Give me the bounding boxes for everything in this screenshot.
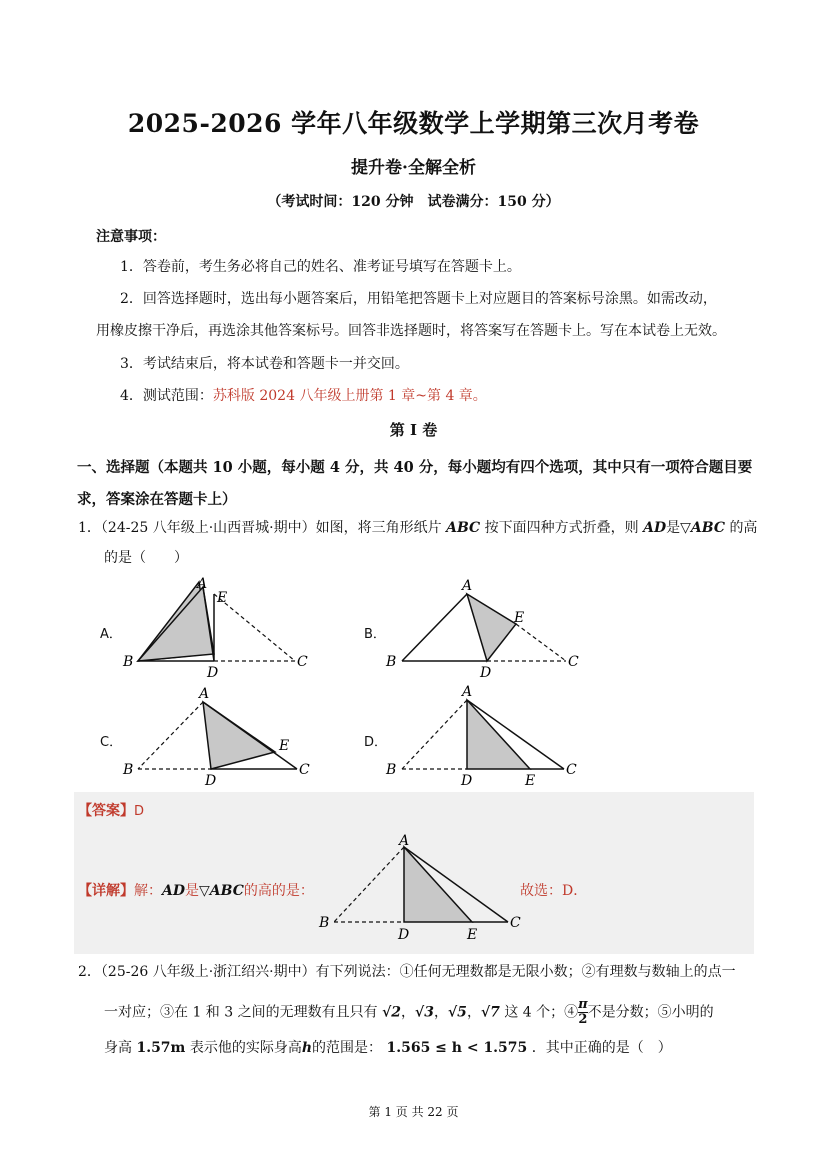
fold-c-shaded xyxy=(203,702,275,769)
fig-c-label-e: E xyxy=(279,738,290,754)
fig-a-label-a: A xyxy=(197,576,208,592)
test-range: 苏科版 2024 八年级上册第 1 章~第 4 章。 xyxy=(212,388,487,404)
fig-a-label-c: C xyxy=(297,654,308,670)
option-b-label: B． xyxy=(364,627,386,642)
sqrt-7: √7 xyxy=(480,1004,500,1021)
detail-line xyxy=(78,880,314,900)
answer-line xyxy=(78,800,144,820)
q2-text-b: 这 4 个；④ xyxy=(504,1004,579,1021)
answer-choice: 故选：D． xyxy=(520,883,588,899)
fig-c-label-a: A xyxy=(199,686,210,702)
figure-option-a xyxy=(115,574,325,684)
q2-line3 xyxy=(104,1038,672,1058)
part1-heading: 一、选择题（本题共 10 小题，每小题 4 分，共 40 分，每小题均有四个选项，其中只有一项符合题目要求，答案涂在答题卡上） xyxy=(77,459,753,508)
detail-text-a: 解： xyxy=(134,883,162,899)
ans-label-a: A xyxy=(399,833,410,849)
option-c-label: C． xyxy=(100,735,123,750)
sqrt-2: √2 xyxy=(382,1004,402,1021)
fig-d-label-a: A xyxy=(462,684,473,700)
q1-text-b: 按下面四种方式折叠，则 xyxy=(484,520,639,536)
q1-line1 xyxy=(78,518,757,538)
fig-a-label-e: E xyxy=(217,590,228,606)
q2-text-c: 不是分数；⑤小明的 xyxy=(587,1004,714,1021)
height-value: 1.57m xyxy=(136,1040,186,1056)
sqrt-5: √5 xyxy=(447,1004,467,1021)
fig-c-label-c: C xyxy=(299,762,310,778)
notice-item-3: 3．考试结束后，将本试卷和答题卡一并交回。 xyxy=(120,356,409,372)
detail-triangle: ▽ABC xyxy=(199,883,244,899)
sqrt-3: √3 xyxy=(415,1004,434,1021)
q1-abc: ABC xyxy=(446,520,481,536)
q2-text-3a: 身高 xyxy=(104,1040,132,1056)
fold-a-triangle xyxy=(138,587,214,661)
fold-d-shaded xyxy=(467,700,530,769)
page-title: 2025-2026 学年八年级数学上学期第三次月考卷 xyxy=(127,109,700,138)
fig-d-label-e: E xyxy=(525,773,536,789)
q1-line2: 的是（ ） xyxy=(104,550,188,566)
figure-option-b xyxy=(380,574,590,684)
notice-heading: 注意事项： xyxy=(96,229,166,245)
fig-a-label-d: D xyxy=(207,665,219,681)
ans-label-c: C xyxy=(510,915,521,931)
option-a-label: A． xyxy=(100,627,122,642)
frac-numerator: π xyxy=(578,997,588,1012)
fig-b-label-d: D xyxy=(480,665,492,681)
height-range: 1.565 ≤ h < 1.575 xyxy=(386,1040,528,1056)
fig-b-label-a: A xyxy=(462,578,473,594)
fig-c-label-b: B xyxy=(123,762,134,778)
page-subtitle: 提升卷·全解全析 xyxy=(351,158,476,178)
page-footer: 第 1 页 共 22 页 xyxy=(368,1105,459,1119)
q2-text-3d: ．其中正确的是（ ） xyxy=(531,1040,672,1056)
q1-ad: AD xyxy=(643,520,667,536)
notice-item-2a: 2．回答选择题时，选出每小题答案后，用铅笔把答题卡上对应题目的答案标号涂黑。如需改动， xyxy=(120,291,717,307)
detail-label: 【详解】 xyxy=(78,883,134,899)
ans-label-b: B xyxy=(319,915,330,931)
figure-option-c xyxy=(115,682,325,792)
fold-b-shaded xyxy=(467,594,516,661)
q1-text-c: 是 xyxy=(666,520,681,536)
q2-text-3c: 的范围是： xyxy=(312,1040,383,1056)
q2-line2: 一对应；③在 1 和 3 之间的无理数有且只有 √2，√3，√5，√7 这 4 个；④ $\frac{\pi}{2}$ 不是分数；⑤小明的 xyxy=(104,997,714,1027)
ans-label-e: E xyxy=(467,927,478,943)
fig-b-label-b: B xyxy=(386,654,397,670)
notice-item-4 xyxy=(120,386,487,406)
fraction-pi-over-2 xyxy=(578,998,588,1027)
answer-figure xyxy=(315,832,525,944)
notice-item-4-prefix: 4．测试范围： xyxy=(120,388,213,404)
notice-item-1: 1．答卷前，考生务必将自己的姓名、准考证号填写在答题卡上。 xyxy=(120,259,521,275)
fig-a-label-b: B xyxy=(123,654,134,670)
fig-d-label-d: D xyxy=(461,773,473,789)
option-d-label: D． xyxy=(364,735,388,750)
fig-b-label-e: E xyxy=(514,610,525,626)
answer-value: D xyxy=(134,804,145,819)
answer-shaded xyxy=(404,847,472,922)
detail-text-c: 的高的是： xyxy=(243,883,314,899)
q1-triangle-abc: ▽ABC xyxy=(680,520,725,536)
detail-ad: AD xyxy=(162,883,186,899)
section-title: 第 I 卷 xyxy=(389,421,438,439)
ans-label-d: D xyxy=(398,927,410,943)
q1-text-a: 1．（24-25 八年级上·山西晋城·期中）如图，将三角形纸片 xyxy=(78,520,442,536)
figure-option-d xyxy=(380,682,590,792)
fig-d-label-b: B xyxy=(386,762,397,778)
fig-d-label-c: C xyxy=(566,762,577,778)
q2-text-3b: 表示他的实际身高 xyxy=(189,1040,302,1056)
fig-b-label-c: C xyxy=(568,654,579,670)
detail-text-b: 是 xyxy=(185,883,200,899)
h-variable: h xyxy=(301,1040,313,1056)
q2-text-a: 一对应；③在 1 和 3 之间的无理数有且只有 xyxy=(104,1004,378,1021)
frac-denominator: 2 xyxy=(578,1012,588,1027)
fig-c-label-d: D xyxy=(205,773,217,789)
notice-item-2b: 用橡皮擦干净后，再选涂其他答案标号。回答非选择题时，将答案写在答题卡上。写在本试卷上无效。 xyxy=(96,323,726,339)
exam-info: （考试时间：120 分钟 试卷满分：150 分） xyxy=(267,194,560,210)
answer-label: 【答案】 xyxy=(78,803,134,819)
q2-line1: 2．（25-26 八年级上·浙江绍兴·期中）有下列说法：①任何无理数都是无限小数；②有理数与数轴上的点一 xyxy=(78,964,736,980)
q1-text-d: 的高 xyxy=(729,520,758,536)
